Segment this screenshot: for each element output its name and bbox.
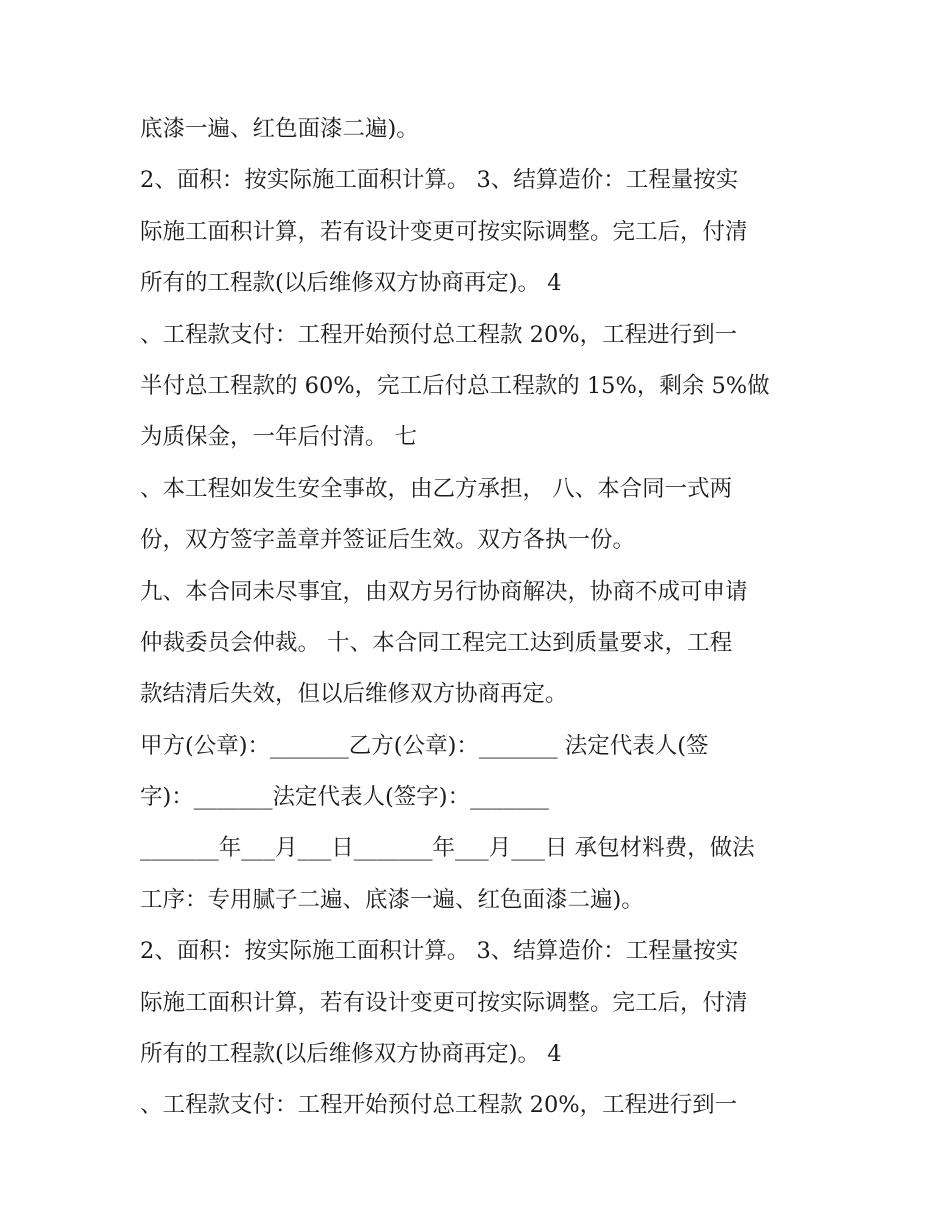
contract-text [140,104,820,1132]
text-line-18: 际施工面积计算，若有设计变更可按实际调整。完工后，付清 [140,989,748,1016]
text-line-6: 半付总工程款的 60%，完工后付总工程款的 15%，剩余 5%做 [140,372,770,399]
text-line-3: 际施工面积计算，若有设计变更可按实际调整。完工后，付清 [140,218,748,245]
text-line-5: 、工程款支付：工程开始预付总工程款 20%，工程进行到一 [140,321,738,348]
text-line-4: 所有的工程款(以后维修双方协商再定)。 4 [140,270,562,297]
text-line-1: 底漆一遍、红色面漆二遍)。 [140,116,419,142]
text-line-2: 2、面积：按实际施工面积计算。 3、结算造价：工程量按实 [140,167,739,194]
text-line-20: 、工程款支付：工程开始预付总工程款 20%，工程进行到一 [140,1092,738,1119]
signature-line-2: 字)：_______法定代表人(签字)：_______ [140,784,549,811]
text-line-10: 九、本合同未尽事宜，由双方另行协商解决，协商不成可申请 [140,578,748,605]
text-line-7: 为质保金，一年后付清。 七 [140,424,418,451]
text-line-17: 2、面积：按实际施工面积计算。 3、结算造价：工程量按实 [140,938,739,965]
text-line-19: 所有的工程款(以后维修双方协商再定)。 4 [140,1041,562,1068]
text-line-12: 款结清后失效，但以后维修双方协商再定。 [140,681,568,708]
signature-line-1: 甲方(公章)：_______乙方(公章)：_______ 法定代表人(签 [140,732,709,759]
text-line-8: 、本工程如发生安全事故，由乙方承担， 八、本合同一式两 [140,475,733,502]
text-line-9: 份，双方签字盖章并签证后生效。双方各执一份。 [140,527,636,554]
text-line-16: 工序：专用腻子二遍、底漆一遍、红色面漆二遍)。 [140,886,644,913]
date-line: _______年___月___日_______年___月___日 承包材料费，做法 [140,835,755,862]
text-line-11: 仲裁委员会仲裁。 十、本合同工程完工达到质量要求，工程 [140,629,733,656]
